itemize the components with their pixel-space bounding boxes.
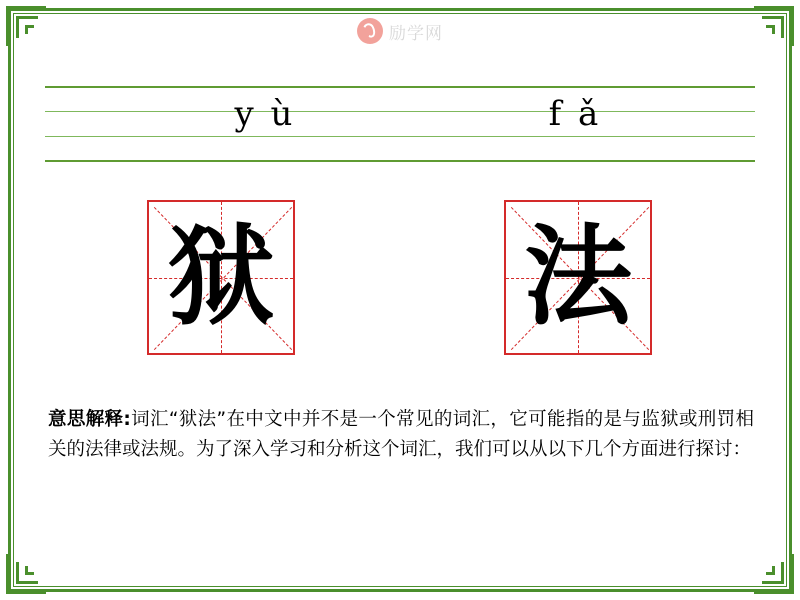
tianzige-box-second	[504, 200, 652, 355]
character-glyph-first: 狱	[166, 214, 275, 340]
corner-ornament-icon	[6, 6, 46, 46]
staff-line	[45, 160, 755, 162]
explanation-paragraph	[48, 405, 754, 465]
explanation-label: 意思解释:	[48, 409, 131, 430]
explanation-body: 词汇“狱法”在中文中并不是一个常见的词汇，它可能指的是与监狱或刑罚相关的法律或法规。为了深入学习和分析这个词汇，我们可以从以下几个方面进行探讨：	[48, 409, 754, 460]
pinyin-staff	[45, 86, 755, 162]
site-logo	[357, 18, 443, 44]
character-glyph-second: 法	[523, 214, 632, 340]
staff-line	[45, 86, 755, 88]
corner-ornament-icon	[6, 554, 46, 594]
flame-logo-icon	[357, 18, 383, 44]
site-logo-text: 励学网	[389, 23, 443, 44]
pinyin-first: y ù	[234, 94, 296, 134]
tianzige-box-first	[147, 200, 295, 355]
pinyin-second: f ǎ	[548, 94, 602, 134]
character-row	[0, 200, 800, 360]
corner-ornament-icon	[754, 6, 794, 46]
corner-ornament-icon	[754, 554, 794, 594]
